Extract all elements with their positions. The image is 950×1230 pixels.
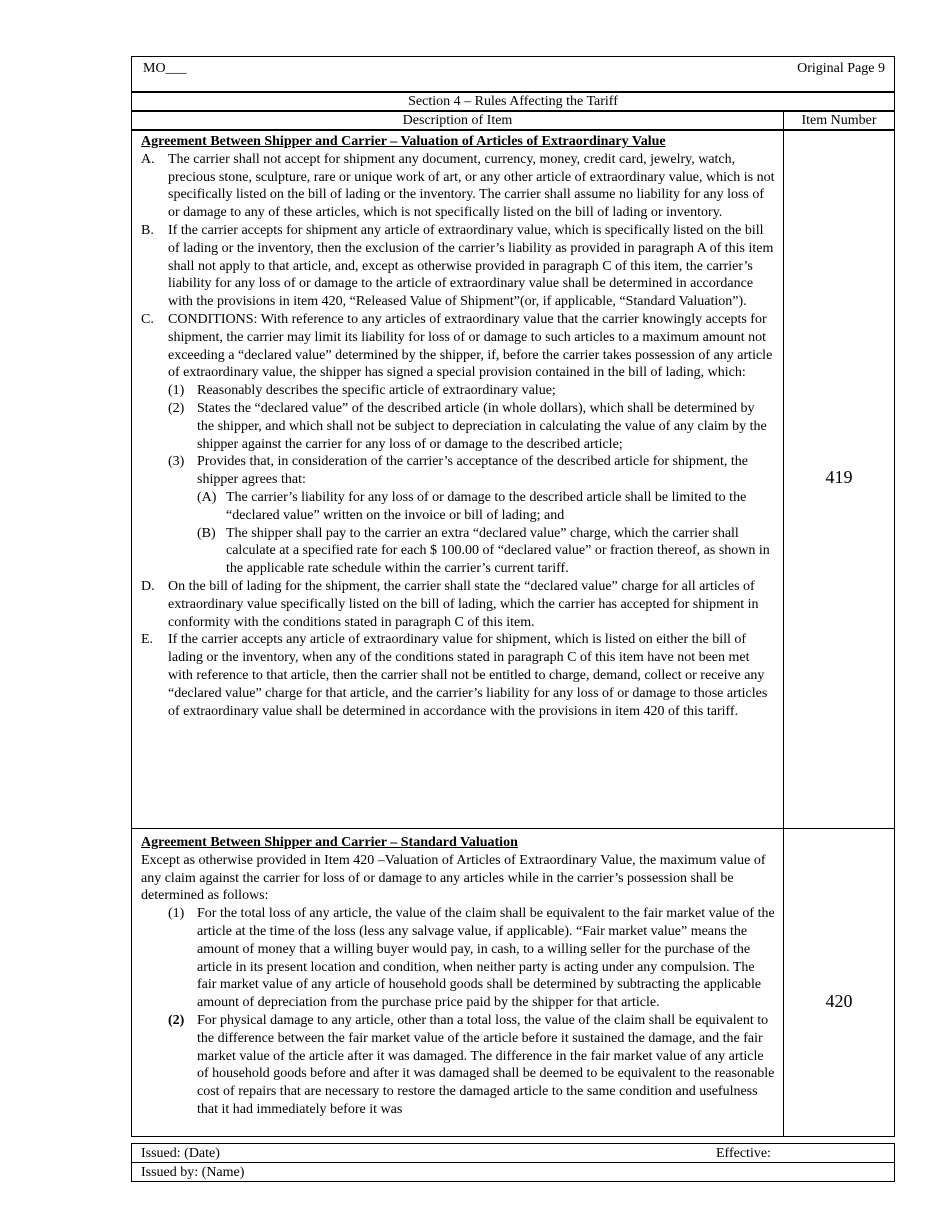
paragraph-text: For physical damage to any article, other than a total loss, the value of the claim shall be equivalent to the difference between the fair market value of the article before it sustained the damage, and the fair market value of the article after it was damaged. The difference in the fair market value of any article of household goods before and after it was damaged shall be deemed to be equivalent to the reasonable cost of repairs that are necessary to restore the damaged article to the same condition and usefulness that it had immediately before it was <box>197 1012 775 1117</box>
page-label: Original Page 9 <box>797 61 885 76</box>
effective-date: Effective: <box>716 1146 771 1161</box>
footer-issued-by-row <box>131 1162 895 1182</box>
paragraph-label: (1) <box>168 906 185 922</box>
column-description-header: Description of Item <box>132 112 784 129</box>
footer-issued-row <box>131 1143 895 1163</box>
section-title: Section 4 – Rules Affecting the Tariff <box>131 92 895 111</box>
paragraph-text: On the bill of lading for the shipment, the carrier shall state the “declared value” charge for all articles of extraordinary value specifically listed on the bill of lading, which the carrier has accepted for shipment in conformity with the conditions stated in paragraph C of this item. <box>168 578 759 630</box>
paragraph-text: Provides that, in consideration of the carrier’s acceptance of the described article for shipment, the shipper agrees that: <box>197 454 748 488</box>
item-420-description <box>141 834 775 1119</box>
column-item-number-header: Item Number <box>801 113 877 128</box>
paragraph-text: For the total loss of any article, the value of the claim shall be equivalent to the fair market value of the article at the time of the loss (less any salvage value, if applicable). “Fair market value” means the amount of money that a willing buyer would pay, in cash, to a willing seller for the purchase of the article in its present location and condition, when neither party is acting under any compulsion. The fair market value of any article of household goods shall be determined by subtracting the applicable amount of depreciation from the purchase price paid by the shipper for that article. <box>197 906 775 1011</box>
issued-by: Issued by: (Name) <box>141 1165 245 1180</box>
paragraph-c-3 <box>168 453 775 489</box>
paragraph-e <box>141 631 775 720</box>
paragraph-label: (3) <box>168 454 185 470</box>
paragraph-text: If the carrier accepts for shipment any article of extraordinary value, which is specifically listed on the bill of lading or the inventory, then the exclusion of the carrier’s liability as provided in paragraph A of this item shall not apply to that article, and, except as otherwise provided in paragraph C of this item, the carrier’s liability for any loss of or damage to the article of extraordinary value shall be determined in accordance with the provisions in item 420, “Released Value of Shipment”(or, if applicable, “Standard Valuation”). <box>168 222 774 310</box>
paragraph-label: E. <box>141 632 154 648</box>
paragraph-text: CONDITIONS: With reference to any articles of extraordinary value that the carrier knowingly accepts for shipment, the carrier may limit its liability for loss of or damage to such articles to a maximum amount not exceeding a “declared value” determined by the shipper, if, before the carrier takes possession of any article of extraordinary value, the shipper has signed a special provision contained in the bill of lading, which: <box>168 311 773 381</box>
paragraph-b <box>141 222 775 311</box>
paragraph-label: (A) <box>197 489 217 505</box>
column-divider <box>783 131 784 1136</box>
paragraph-text: The carrier’s liability for any loss of or damage to the described article shall be limited to the “declared value” written on the invoice or bill of lading; and <box>226 489 747 523</box>
paragraph-label: (2) <box>168 1012 185 1028</box>
paragraph-c <box>141 311 775 382</box>
item-number-420: 420 <box>825 991 853 1011</box>
paragraph-text: Reasonably describes the specific article of extraordinary value; <box>197 383 556 399</box>
paragraph-text: If the carrier accepts any article of extraordinary value for shipment, which is listed on either the bill of lading or the inventory, when any of the conditions stated in paragraph C of this item have not been met with reference to that article, then the carrier shall not be entitled to charge, demand, collect or receive any “declared value” charge for that article, and the carrier’s liability for any loss of or damage to those articles of extraordinary value shall be determined in accordance with the provisions in item 420 of this tariff. <box>168 632 768 719</box>
issued-date: Issued: (Date) <box>141 1146 220 1161</box>
paragraph-label: B. <box>141 222 154 238</box>
row-divider <box>132 828 894 829</box>
paragraph-d <box>141 578 775 631</box>
paragraph-1 <box>168 905 775 1012</box>
paragraph-label: (1) <box>168 383 185 399</box>
paragraph-c-1 <box>168 382 775 400</box>
paragraph-text: The carrier shall not accept for shipment any document, currency, money, credit card, jewelry, watch, precious stone, sculpture, rare or unique work of art, or any other article of extraordinary value, which is not specifically listed on the bill of lading or the inventory. The carrier shall assume no liability for any loss of or damage to any of these articles, which is not specifically listed on the bill of lading or inventory. <box>168 151 775 221</box>
paragraph-label: (2) <box>168 400 185 416</box>
column-header-row <box>131 111 895 130</box>
paragraph-label: A. <box>141 151 155 167</box>
paragraph-c-3-a <box>197 489 775 525</box>
paragraph-c-3-b <box>197 525 775 578</box>
paragraph-2 <box>168 1012 775 1119</box>
page-header <box>131 56 895 92</box>
paragraph-label: D. <box>141 578 155 594</box>
items-table <box>131 130 895 1137</box>
paragraph-label: (B) <box>197 525 216 541</box>
paragraph-text: States the “declared value” of the described article (in whole dollars), which shall be determined by the shipper, and which shall not be subject to depreciation in calculating the value of any claim by the shipper against the carrier for any loss of or damage to the described article; <box>197 400 767 452</box>
paragraph-c-2 <box>168 400 775 453</box>
item-419-title: Agreement Between Shipper and Carrier – Valuation of Articles of Extraordinary Value <box>141 134 666 149</box>
paragraph-label: C. <box>141 311 154 327</box>
state-code: MO___ <box>143 61 187 76</box>
item-420-title: Agreement Between Shipper and Carrier – Standard Valuation <box>141 835 518 850</box>
item-419-description <box>141 133 775 720</box>
item-420-intro: Except as otherwise provided in Item 420 –Valuation of Articles of Extraordinary Value, the maximum value of any claim against the carrier for loss of or damage to any articles while in the carrier’s possession shall be determined as follows: <box>141 852 766 904</box>
item-number-419: 419 <box>825 467 853 487</box>
paragraph-a <box>141 151 775 222</box>
paragraph-text: The shipper shall pay to the carrier an extra “declared value” charge, which the carrier shall calculate at a specified rate for each $ 100.00 of “declared value” or fraction thereof, as shown in the applicable rate schedule within the carrier’s current tariff. <box>226 525 770 577</box>
